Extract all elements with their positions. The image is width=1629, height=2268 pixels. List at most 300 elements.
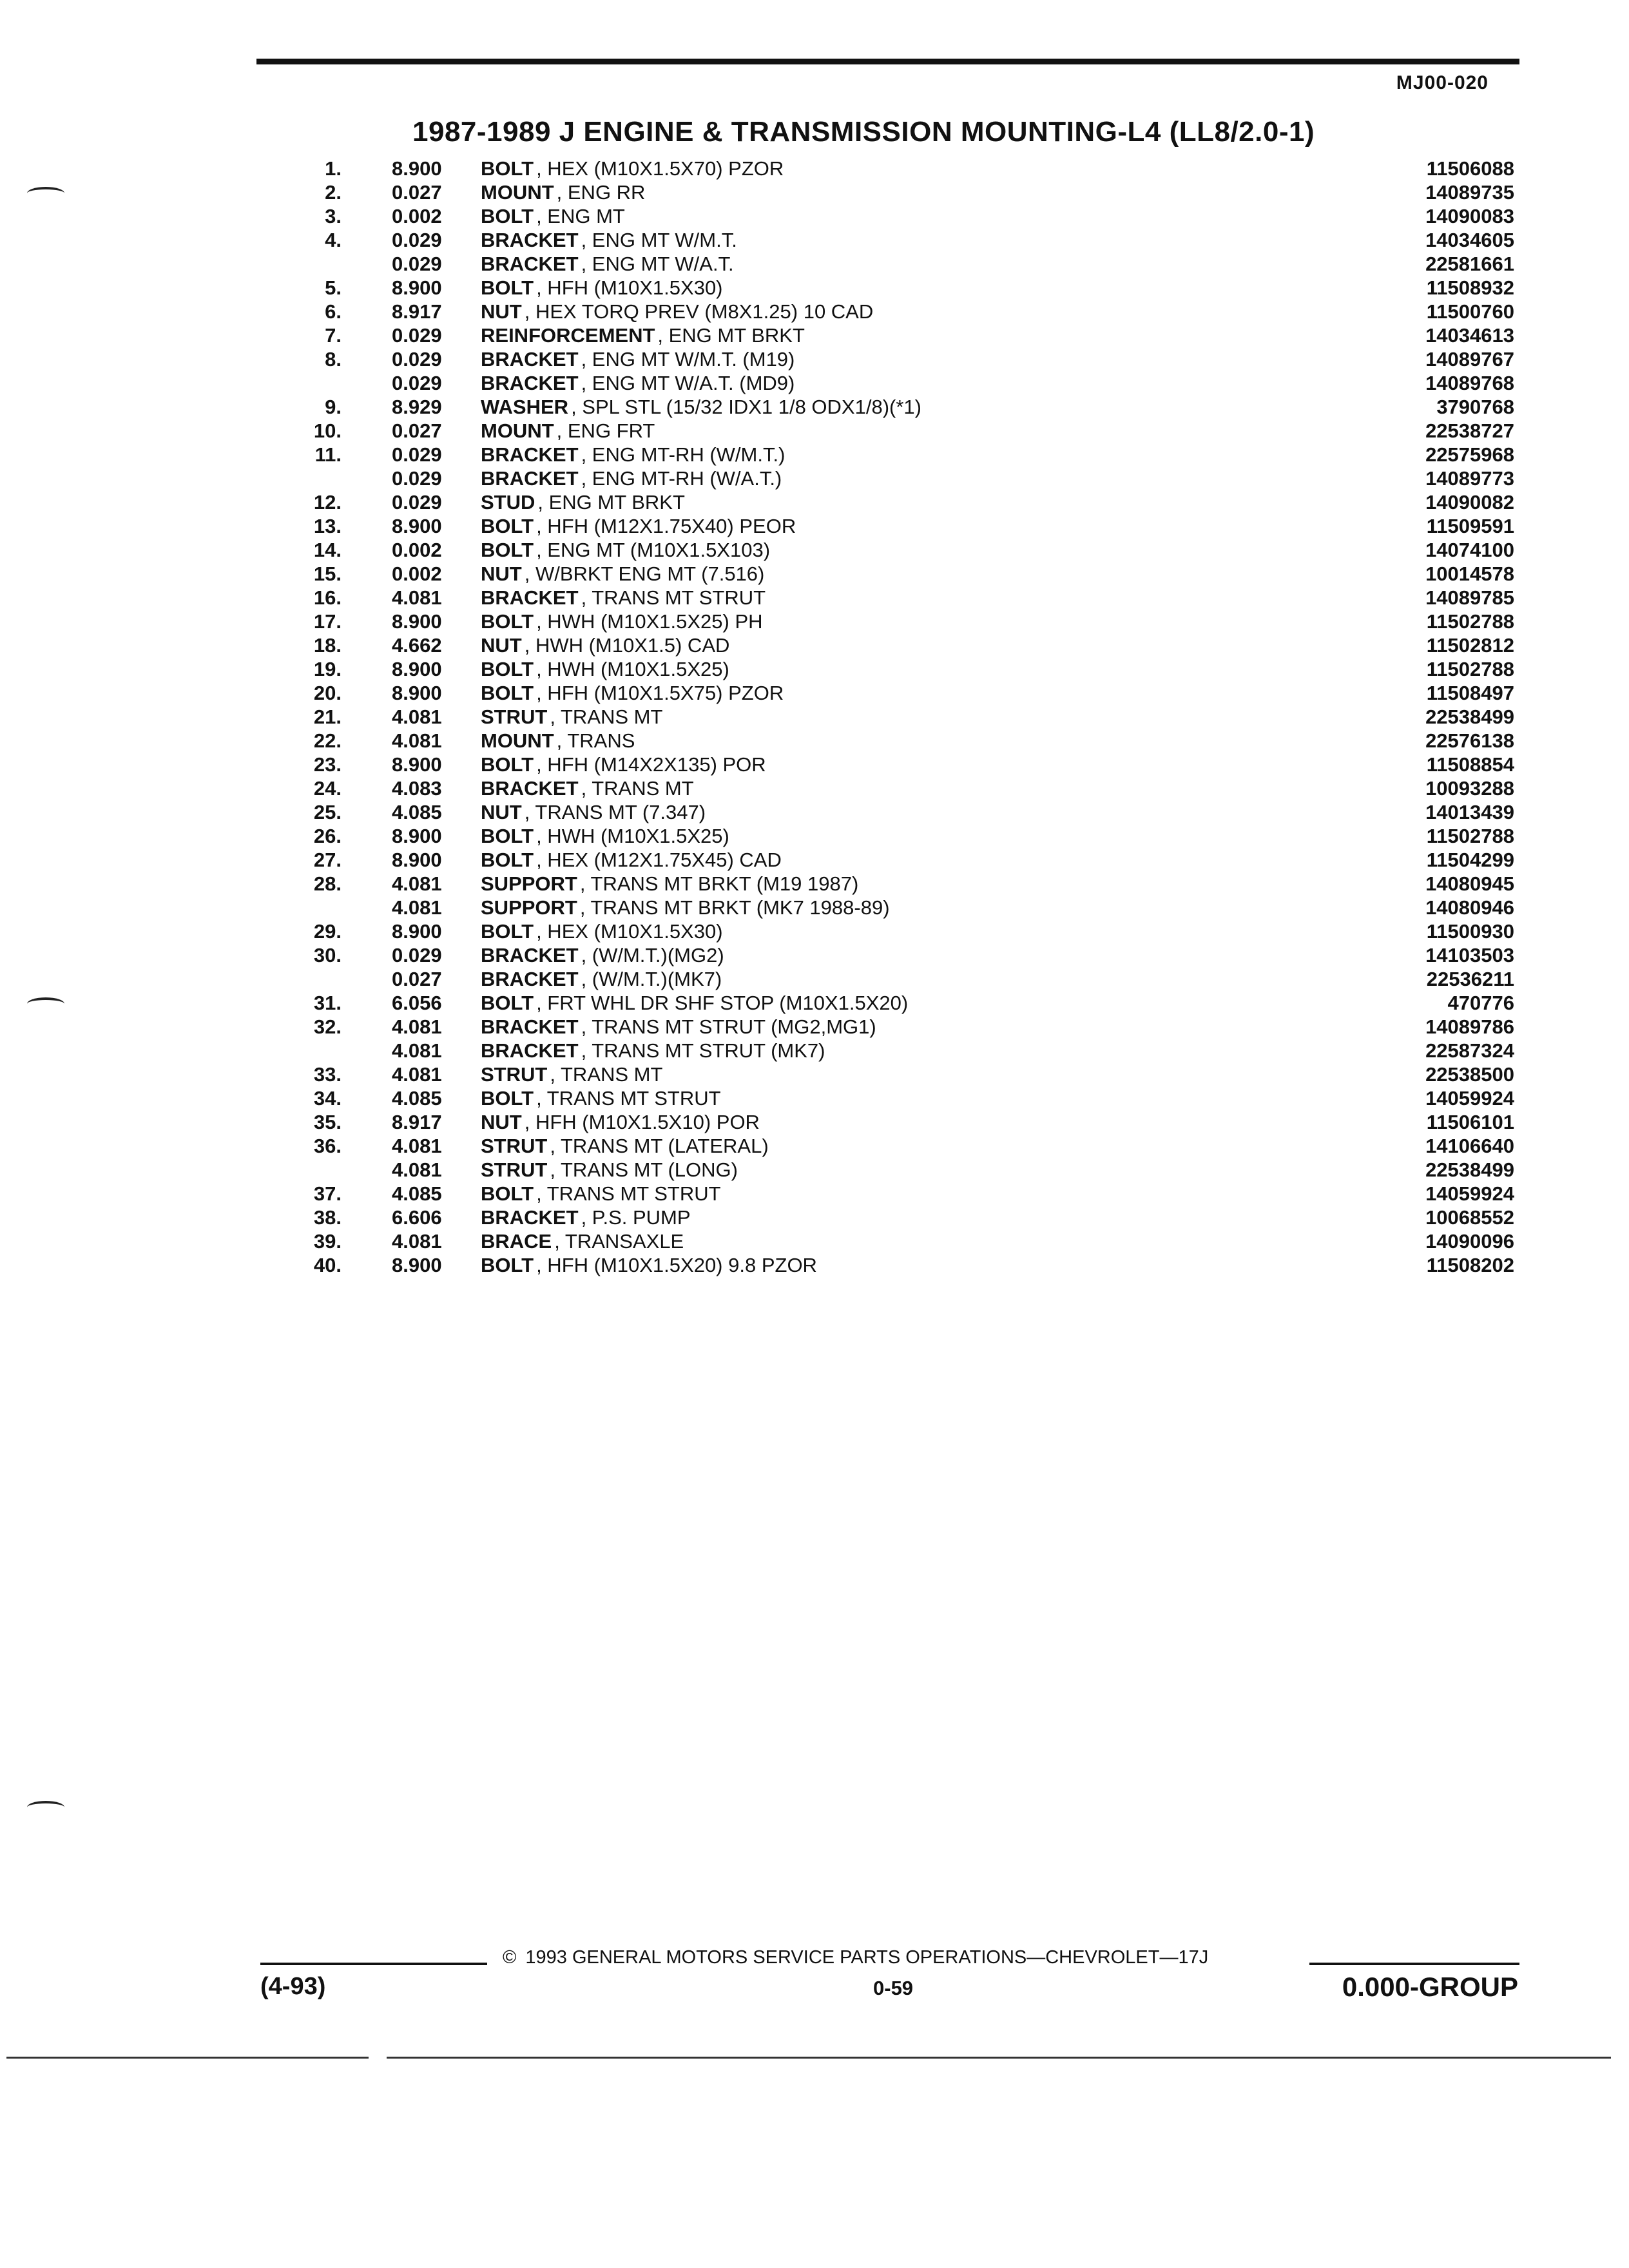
group-number: 8.900 (392, 753, 442, 776)
part-row (277, 371, 1514, 395)
part-number: 14080946 (1425, 896, 1514, 919)
part-detail: , ENG MT-RH (W/A.T.) (581, 467, 791, 490)
part-row (277, 967, 1514, 991)
part-row (277, 800, 1514, 824)
footer-rule-left (260, 1963, 487, 1965)
part-name: BOLT (481, 849, 536, 871)
group-number: 4.081 (392, 1135, 442, 1157)
part-detail: , TRANSAXLE (554, 1230, 693, 1253)
part-description (481, 419, 1361, 443)
part-name: BRACKET (481, 1206, 581, 1229)
group-number: 4.081 (392, 729, 442, 752)
part-row (277, 443, 1514, 466)
part-detail: , TRANS MT (550, 706, 671, 728)
part-description (481, 800, 1361, 824)
part-description (481, 323, 1361, 347)
document-code: MJ00-020 (1396, 72, 1489, 93)
part-name: BOLT (481, 753, 536, 776)
part-detail: , TRANS MT STRUT (536, 1087, 729, 1110)
item-number: 2. (325, 181, 342, 204)
part-number: 22575968 (1425, 443, 1514, 466)
part-number: 11500930 (1426, 920, 1514, 943)
part-name: BRACKET (481, 586, 581, 609)
part-row (277, 323, 1514, 347)
item-number: 23. (313, 753, 342, 776)
part-number: 14089786 (1425, 1015, 1514, 1038)
part-row (277, 180, 1514, 204)
part-name: BOLT (481, 1254, 536, 1276)
group-number: 4.085 (392, 1087, 442, 1110)
item-number: 4. (325, 229, 342, 251)
part-description (481, 1110, 1361, 1134)
item-number: 25. (313, 801, 342, 823)
header-rule (256, 59, 1519, 64)
group-number: 0.002 (392, 539, 442, 561)
part-row (277, 419, 1514, 443)
part-description (481, 872, 1361, 896)
part-description (481, 586, 1361, 610)
part-number: 14034605 (1425, 229, 1514, 251)
item-number: 19. (313, 658, 342, 680)
item-number: 1. (325, 157, 342, 180)
part-detail: , HEX (M12X1.75X45) CAD (536, 849, 791, 871)
group-number: 0.002 (392, 562, 442, 585)
part-row (277, 1206, 1514, 1229)
part-name: BRACKET (481, 1015, 581, 1038)
item-number: 6. (325, 300, 342, 323)
part-row (277, 586, 1514, 610)
item-number: 29. (313, 920, 342, 943)
group-number: 8.900 (392, 157, 442, 180)
part-name: BOLT (481, 276, 536, 299)
part-detail: , (W/M.T.)(MG2) (581, 944, 733, 966)
group-number: 4.085 (392, 1182, 442, 1205)
part-number: 11504299 (1426, 849, 1514, 871)
group-number: 4.081 (392, 1230, 442, 1253)
part-number: 14103503 (1425, 944, 1514, 966)
item-number: 5. (325, 276, 342, 299)
part-number: 14034613 (1425, 324, 1514, 347)
group-number: 8.917 (392, 300, 442, 323)
item-number: 9. (325, 396, 342, 418)
part-name: BOLT (481, 658, 536, 680)
part-row (277, 681, 1514, 705)
part-description (481, 204, 1361, 228)
part-name: BOLT (481, 992, 536, 1014)
part-description (481, 252, 1361, 276)
item-number: 28. (313, 872, 342, 895)
binder-punch-mark (27, 187, 64, 200)
group-number: 4.662 (392, 634, 442, 657)
part-name: NUT (481, 801, 525, 823)
part-description (481, 967, 1361, 991)
item-number: 16. (313, 586, 342, 609)
part-row (277, 1015, 1514, 1039)
item-number: 17. (313, 610, 342, 633)
part-description (481, 562, 1361, 586)
part-detail: , HWH (M10X1.5X25) (536, 658, 738, 680)
item-number: 8. (325, 348, 342, 370)
part-detail: , ENG MT (M10X1.5X103) (536, 539, 779, 561)
item-number: 13. (313, 515, 342, 537)
part-detail: , TRANS MT STRUT (MG2,MG1) (581, 1015, 885, 1038)
part-name: BOLT (481, 682, 536, 704)
group-number: 0.027 (392, 419, 442, 442)
item-number: 37. (313, 1182, 342, 1205)
page-title: 1987-1989 J ENGINE & TRANSMISSION MOUNTING-L4 (LL8/2.0-1) (412, 116, 1315, 148)
part-row (277, 514, 1514, 538)
part-detail: , TRANS MT (LONG) (550, 1158, 747, 1181)
part-row (277, 1062, 1514, 1086)
part-number: 11508854 (1426, 753, 1514, 776)
item-number: 22. (313, 729, 342, 752)
part-name: BRACKET (481, 372, 581, 394)
part-row (277, 705, 1514, 729)
part-description (481, 776, 1361, 800)
part-name: BOLT (481, 205, 536, 227)
item-number: 21. (313, 706, 342, 728)
part-detail: , HFH (M14X2X135) POR (536, 753, 775, 776)
group-number: 4.081 (392, 1015, 442, 1038)
part-row (277, 919, 1514, 943)
part-number: 22576138 (1425, 729, 1514, 752)
item-number: 36. (313, 1135, 342, 1157)
part-description (481, 705, 1361, 729)
part-description (481, 1086, 1361, 1110)
part-row (277, 848, 1514, 872)
part-number: 11508932 (1426, 276, 1514, 299)
group-number: 4.081 (392, 896, 442, 919)
item-number: 39. (313, 1230, 342, 1253)
part-name: BRACKET (481, 467, 581, 490)
part-description (481, 1039, 1361, 1062)
part-number: 14089785 (1425, 586, 1514, 609)
group-number: 4.085 (392, 801, 442, 823)
part-description (481, 276, 1361, 300)
item-number: 31. (313, 992, 342, 1014)
part-name: STRUT (481, 1063, 550, 1086)
part-name: STUD (481, 491, 537, 514)
part-detail: , W/BRKT ENG MT (7.516) (525, 562, 774, 585)
group-number: 4.083 (392, 777, 442, 800)
part-name: BOLT (481, 610, 536, 633)
part-row (277, 466, 1514, 490)
part-detail: , ENG MT W/A.T. (581, 253, 743, 275)
part-name: STRUT (481, 706, 550, 728)
binder-punch-mark (27, 1801, 64, 1814)
group-number: 8.900 (392, 515, 442, 537)
part-row (277, 776, 1514, 800)
part-description (481, 1229, 1361, 1253)
group-number: 0.002 (392, 205, 442, 227)
part-row (277, 347, 1514, 371)
part-name: BRACKET (481, 777, 581, 800)
part-detail: , HFH (M10X1.5X30) (536, 276, 731, 299)
part-row (277, 610, 1514, 633)
part-number: 14080945 (1425, 872, 1514, 895)
part-number: 14089773 (1425, 467, 1514, 490)
copyright-text: 1993 GENERAL MOTORS SERVICE PARTS OPERATIONS—CHEVROLET—17J (525, 1947, 1209, 1968)
part-name: BOLT (481, 539, 536, 561)
item-number: 34. (313, 1087, 342, 1110)
part-number: 11508202 (1426, 1254, 1514, 1276)
group-number: 0.029 (392, 491, 442, 514)
part-row (277, 490, 1514, 514)
part-row (277, 562, 1514, 586)
part-row (277, 1229, 1514, 1253)
revision-date: (4-93) (260, 1973, 326, 2000)
group-number: 4.081 (392, 586, 442, 609)
group-number: 0.029 (392, 324, 442, 347)
group-number: 0.027 (392, 181, 442, 204)
part-number: 11502788 (1426, 825, 1514, 847)
part-number: 11509591 (1426, 515, 1514, 537)
group-number: 0.029 (392, 372, 442, 394)
part-description (481, 991, 1361, 1015)
group-number: 8.900 (392, 920, 442, 943)
part-name: BOLT (481, 1182, 536, 1205)
part-detail: , ENG FRT (557, 419, 664, 442)
group-number: 0.029 (392, 253, 442, 275)
part-number: 14106640 (1425, 1135, 1514, 1157)
part-description (481, 729, 1361, 753)
part-number: 11508497 (1426, 682, 1514, 704)
part-detail: , ENG MT BRKT (657, 324, 814, 347)
item-number: 15. (313, 562, 342, 585)
part-description (481, 1182, 1361, 1206)
part-name: STRUT (481, 1158, 550, 1181)
part-name: BRACE (481, 1230, 554, 1253)
part-name: BRACKET (481, 253, 581, 275)
part-name: BRACKET (481, 944, 581, 966)
part-description (481, 919, 1361, 943)
item-number: 24. (313, 777, 342, 800)
part-description (481, 228, 1361, 252)
part-name: STRUT (481, 1135, 550, 1157)
group-number: 6.056 (392, 992, 442, 1014)
part-name: NUT (481, 562, 525, 585)
group-number: 6.606 (392, 1206, 442, 1229)
part-number: 14059924 (1425, 1182, 1514, 1205)
part-description (481, 1134, 1361, 1158)
part-description (481, 395, 1361, 419)
part-description (481, 371, 1361, 395)
part-number: 14090082 (1425, 491, 1514, 514)
item-number: 35. (313, 1111, 342, 1133)
part-description (481, 943, 1361, 967)
part-detail: , TRANS MT (581, 777, 703, 800)
part-name: BRACKET (481, 229, 581, 251)
part-name: BRACKET (481, 443, 581, 466)
part-name: BOLT (481, 1087, 536, 1110)
part-row (277, 896, 1514, 919)
part-number: 14059924 (1425, 1087, 1514, 1110)
item-number: 33. (313, 1063, 342, 1086)
group-number: 0.029 (392, 944, 442, 966)
part-detail: , HFH (M10X1.5X20) 9.8 PZOR (536, 1254, 826, 1276)
part-name: REINFORCEMENT (481, 324, 657, 347)
part-description (481, 300, 1361, 323)
group-number: 8.900 (392, 849, 442, 871)
part-detail: , TRANS MT STRUT (536, 1182, 729, 1205)
binder-punch-mark (27, 997, 64, 1010)
part-number: 22538499 (1425, 706, 1514, 728)
part-detail: , TRANS MT (7.347) (525, 801, 715, 823)
group-number: 4.081 (392, 706, 442, 728)
part-name: SUPPORT (481, 896, 580, 919)
part-number: 22538499 (1425, 1158, 1514, 1181)
part-row (277, 1158, 1514, 1182)
bottom-rule-right (387, 2057, 1611, 2059)
part-row (277, 395, 1514, 419)
part-detail: , SPL STL (15/32 IDX1 1/8 ODX1/8)(*1) (571, 396, 930, 418)
part-description (481, 848, 1361, 872)
item-number: 14. (313, 539, 342, 561)
group-number: 4.081 (392, 1063, 442, 1086)
part-name: MOUNT (481, 729, 557, 752)
part-row (277, 538, 1514, 562)
item-number: 7. (325, 324, 342, 347)
part-description (481, 1253, 1361, 1277)
parts-list (277, 157, 1514, 1277)
part-row (277, 300, 1514, 323)
part-row (277, 633, 1514, 657)
part-name: BRACKET (481, 968, 581, 990)
part-row (277, 157, 1514, 180)
part-name: NUT (481, 300, 525, 323)
group-number: 8.900 (392, 610, 442, 633)
part-row (277, 753, 1514, 776)
part-number: 11502788 (1426, 658, 1514, 680)
group-number: 0.029 (392, 443, 442, 466)
part-number: 3790768 (1436, 396, 1514, 418)
part-row (277, 1134, 1514, 1158)
group-number: 8.900 (392, 682, 442, 704)
part-name: BRACKET (481, 348, 581, 370)
part-detail: , HWH (M10X1.5X25) PH (536, 610, 771, 633)
part-detail: , HEX (M10X1.5X30) (536, 920, 731, 943)
part-detail: , HWH (M10X1.5) CAD (525, 634, 739, 657)
part-number: 22538500 (1425, 1063, 1514, 1086)
part-description (481, 1206, 1361, 1229)
part-detail: , HEX (M10X1.5X70) PZOR (536, 157, 793, 180)
part-number: 14090083 (1425, 205, 1514, 227)
part-description (481, 753, 1361, 776)
group-number: 8.929 (392, 396, 442, 418)
footer-rule-right (1309, 1963, 1519, 1965)
group-number: 8.900 (392, 1254, 442, 1276)
group-number: 0.029 (392, 348, 442, 370)
part-name: BOLT (481, 825, 536, 847)
part-number: 11506088 (1426, 157, 1514, 180)
part-row (277, 252, 1514, 276)
part-row (277, 228, 1514, 252)
part-detail: , HWH (M10X1.5X25) (536, 825, 738, 847)
part-row (277, 1086, 1514, 1110)
item-number: 26. (313, 825, 342, 847)
part-number: 11502812 (1426, 634, 1514, 657)
part-number: 11500760 (1426, 300, 1514, 323)
part-row (277, 1110, 1514, 1134)
part-row (277, 729, 1514, 753)
part-description (481, 681, 1361, 705)
part-name: BOLT (481, 157, 536, 180)
part-description (481, 180, 1361, 204)
part-number: 10014578 (1425, 562, 1514, 585)
item-number: 30. (313, 944, 342, 966)
group-number: 4.081 (392, 1158, 442, 1181)
part-number: 22536211 (1426, 968, 1514, 990)
part-detail: , (W/M.T.)(MK7) (581, 968, 731, 990)
part-detail: , ENG MT BRKT (537, 491, 694, 514)
item-number: 20. (313, 682, 342, 704)
part-name: BRACKET (481, 1039, 581, 1062)
part-detail: , ENG RR (557, 181, 655, 204)
item-number: 12. (313, 491, 342, 514)
item-number: 18. (313, 634, 342, 657)
part-description (481, 633, 1361, 657)
item-number: 27. (313, 849, 342, 871)
part-row (277, 1253, 1514, 1277)
part-number: 10093288 (1425, 777, 1514, 800)
part-number: 22587324 (1425, 1039, 1514, 1062)
part-detail: , ENG MT W/M.T. (581, 229, 746, 251)
part-row (277, 657, 1514, 681)
item-number: 40. (313, 1254, 342, 1276)
part-detail: , TRANS MT (LATERAL) (550, 1135, 777, 1157)
group-number: 8.917 (392, 1111, 442, 1133)
part-description (481, 1015, 1361, 1039)
part-number: 10068552 (1425, 1206, 1514, 1229)
part-name: WASHER (481, 396, 571, 418)
group-number: 4.081 (392, 1039, 442, 1062)
group-number: 8.900 (392, 658, 442, 680)
item-number: 10. (313, 419, 342, 442)
item-number: 3. (325, 205, 342, 227)
part-number: 14090096 (1425, 1230, 1514, 1253)
part-row (277, 204, 1514, 228)
part-description (481, 443, 1361, 466)
part-description (481, 1158, 1361, 1182)
group-number: 8.900 (392, 276, 442, 299)
page-number: 0-59 (873, 1977, 914, 1999)
part-detail: , ENG MT W/A.T. (MD9) (581, 372, 804, 394)
part-description (481, 490, 1361, 514)
part-description (481, 896, 1361, 919)
part-detail: , TRANS MT BRKT (MK7 1988-89) (580, 896, 899, 919)
group-number: 0.029 (392, 467, 442, 490)
bottom-rule-left (6, 2057, 369, 2059)
group-number: 4.081 (392, 872, 442, 895)
part-number: 14013439 (1425, 801, 1514, 823)
item-number: 38. (313, 1206, 342, 1229)
group-number: 0.029 (392, 229, 442, 251)
part-detail: , HFH (M10X1.5X10) POR (525, 1111, 769, 1133)
part-detail: , ENG MT W/M.T. (M19) (581, 348, 804, 370)
part-description (481, 610, 1361, 633)
part-name: SUPPORT (481, 872, 580, 895)
part-description (481, 466, 1361, 490)
part-detail: , HFH (M10X1.5X75) PZOR (536, 682, 793, 704)
part-detail: , TRANS MT BRKT (M19 1987) (580, 872, 867, 895)
part-number: 470776 (1447, 992, 1514, 1014)
part-row (277, 276, 1514, 300)
part-row (277, 872, 1514, 896)
part-detail: , TRANS MT (550, 1063, 671, 1086)
part-name: BOLT (481, 515, 536, 537)
part-row (277, 824, 1514, 848)
item-number: 11. (314, 443, 342, 466)
